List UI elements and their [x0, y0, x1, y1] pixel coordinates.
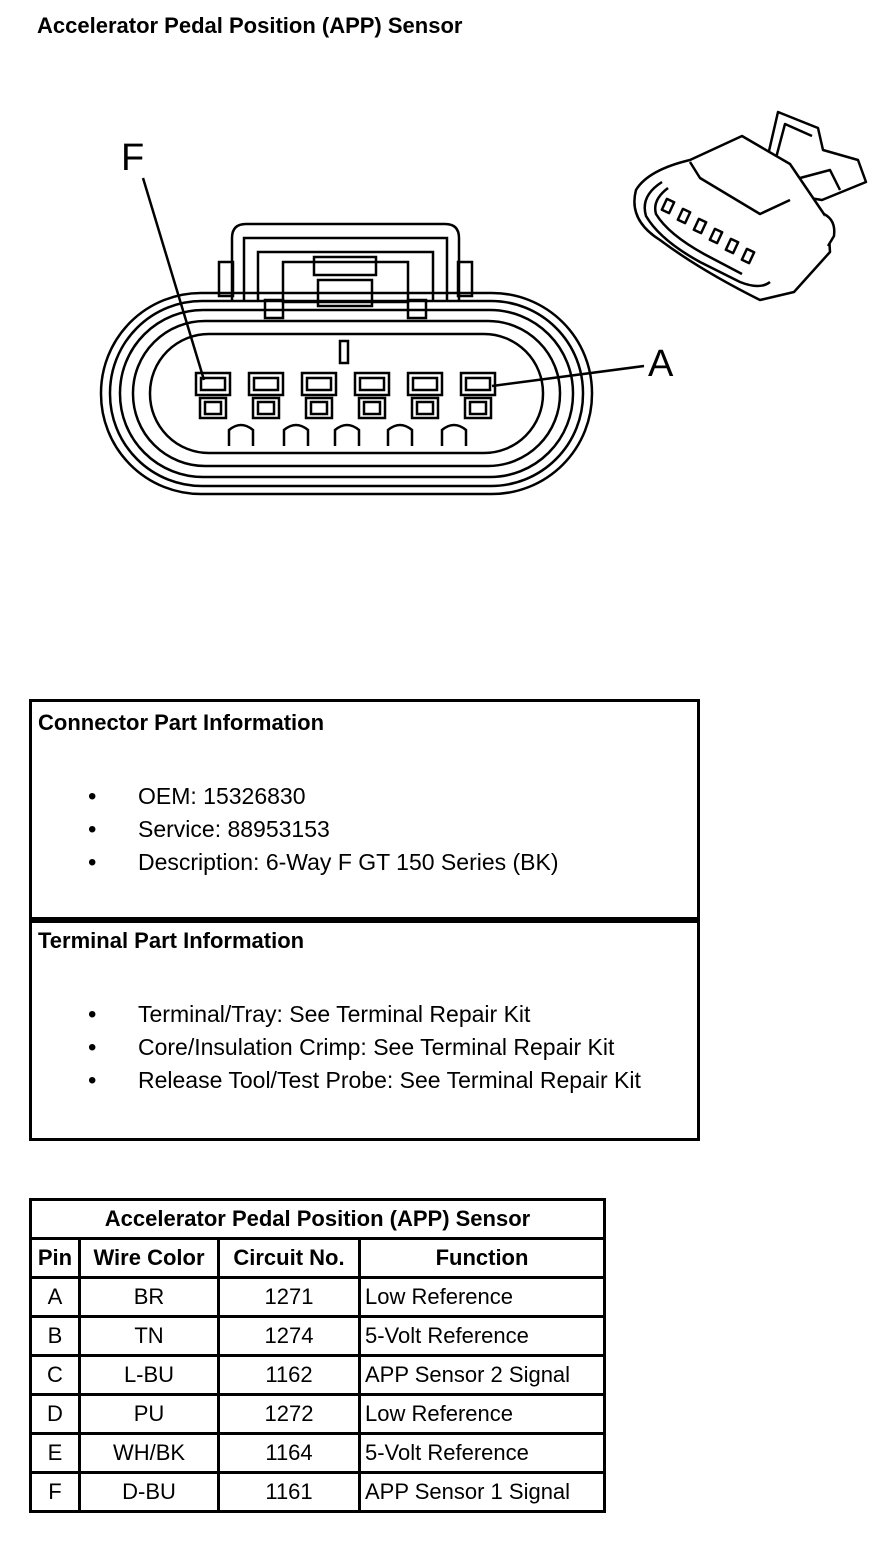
- connector-part-info-box: [29, 699, 700, 923]
- circuit-cell: 1162: [219, 1356, 360, 1395]
- wire-color-cell: TN: [80, 1317, 219, 1356]
- pin-assignment-table: [29, 1198, 606, 1513]
- wire-color-cell: PU: [80, 1395, 219, 1434]
- pin-cell: F: [31, 1473, 80, 1512]
- header-pin: Pin: [31, 1239, 80, 1278]
- connector-part-info-heading: Connector Part Information: [38, 710, 325, 735]
- function-cell: APP Sensor 2 Signal: [360, 1356, 605, 1395]
- pin-cell: A: [31, 1278, 80, 1317]
- cavity-f: [196, 373, 230, 418]
- function-cell: Low Reference: [360, 1278, 605, 1317]
- cavity-c: [355, 373, 389, 418]
- wire-color-cell: BR: [80, 1278, 219, 1317]
- table-row: [31, 1317, 605, 1356]
- wire-color-cell: L-BU: [80, 1356, 219, 1395]
- function-cell: Low Reference: [360, 1395, 605, 1434]
- list-item: • Service: 88953153: [32, 813, 559, 846]
- circuit-cell: 1271: [219, 1278, 360, 1317]
- leader-line-a: [492, 366, 644, 386]
- list-item: • Core/Insulation Crimp: See Terminal Repair Kit: [32, 1031, 641, 1064]
- cavity-d: [302, 373, 336, 418]
- callout-label-f: F: [121, 137, 145, 179]
- table-header-row: [31, 1239, 605, 1278]
- cavity-a: [461, 373, 495, 418]
- list-item: • Release Tool/Test Probe: See Terminal Repair Kit: [32, 1064, 641, 1097]
- list-item: • Terminal/Tray: See Terminal Repair Kit: [32, 998, 641, 1031]
- circuit-cell: 1164: [219, 1434, 360, 1473]
- pin-cell: B: [31, 1317, 80, 1356]
- header-function: Function: [360, 1239, 605, 1278]
- function-cell: APP Sensor 1 Signal: [360, 1473, 605, 1512]
- circuit-cell: 1272: [219, 1395, 360, 1434]
- wire-color-cell: D-BU: [80, 1473, 219, 1512]
- terminal-part-info-heading: Terminal Part Information: [38, 928, 305, 953]
- table-row: [31, 1278, 605, 1317]
- wire-color-cell: WH/BK: [80, 1434, 219, 1473]
- function-cell: 5-Volt Reference: [360, 1317, 605, 1356]
- header-circuit-no: Circuit No.: [219, 1239, 360, 1278]
- connector-thumbnail: [634, 112, 866, 300]
- table-title: Accelerator Pedal Position (APP) Sensor: [31, 1200, 605, 1239]
- circuit-cell: 1161: [219, 1473, 360, 1512]
- terminal-cavities: [196, 373, 495, 418]
- callout-label-a: A: [648, 343, 674, 385]
- cavity-b: [408, 373, 442, 418]
- connector-outer-shell: [101, 293, 592, 494]
- table-row: [31, 1395, 605, 1434]
- header-wire-color: Wire Color: [80, 1239, 219, 1278]
- pin-cell: E: [31, 1434, 80, 1473]
- list-item: • OEM: 15326830: [32, 780, 559, 813]
- terminal-part-info-list: [32, 998, 641, 1097]
- pin-cell: C: [31, 1356, 80, 1395]
- connector-diagram: [0, 0, 896, 600]
- circuit-cell: 1274: [219, 1317, 360, 1356]
- terminal-part-info-box: [29, 917, 700, 1141]
- table-row: [31, 1356, 605, 1395]
- list-item: • Description: 6-Way F GT 150 Series (BK): [32, 846, 559, 879]
- page-title: Accelerator Pedal Position (APP) Sensor: [37, 13, 463, 38]
- pin-cell: D: [31, 1395, 80, 1434]
- table-row: [31, 1434, 605, 1473]
- table-row: [31, 1473, 605, 1512]
- function-cell: 5-Volt Reference: [360, 1434, 605, 1473]
- cavity-e: [249, 373, 283, 418]
- connector-part-info-list: [32, 780, 559, 879]
- leader-line-f: [143, 178, 204, 380]
